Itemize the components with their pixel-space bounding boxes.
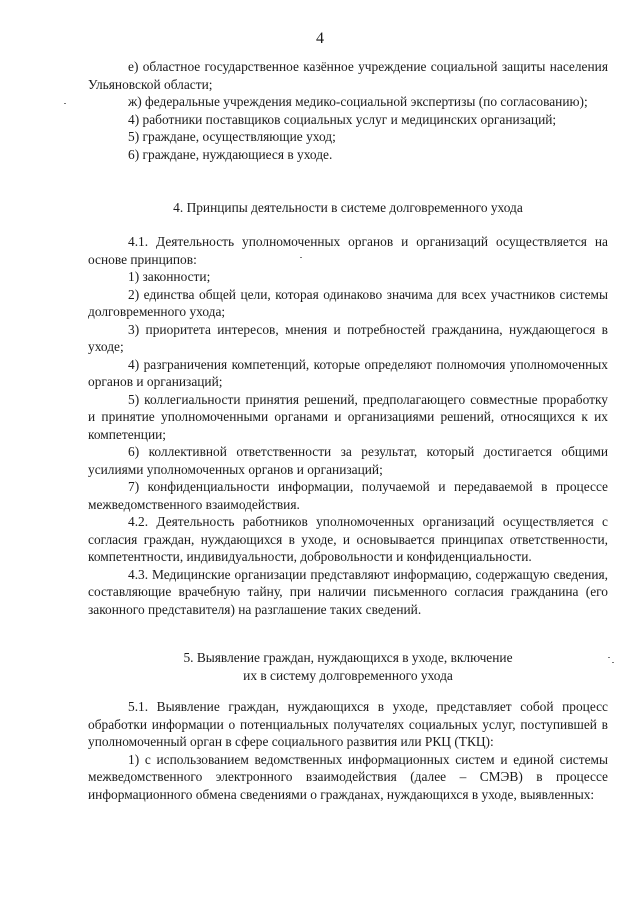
list-item: 5) граждане, осуществляющие уход; <box>128 129 336 144</box>
list-item: 6) граждане, нуждающиеся в уходе. <box>128 146 333 162</box>
principle-item: 5) коллегиальности принятия решений, предполагающего совместные проработку и принятие уполномоченными органами и организациями решений, относящихся к их компетенции; <box>88 391 608 442</box>
principle-item: 6) коллективной ответственности за результат, который достигается общими усилиями уполномоченных органов и организаций; <box>88 444 608 477</box>
top-list <box>88 58 608 163</box>
list-item: 4) работники поставщиков социальных услуг и медицинских организаций; <box>128 111 557 127</box>
page-number: 4 <box>316 30 324 47</box>
paragraph-4-1: 4.1. Деятельность уполномоченных органов и организаций осуществляется на основе принципов: <box>88 234 608 267</box>
section-title-line-1: 5. Выявление граждан, нуждающихся в уходе, включение <box>183 650 513 665</box>
principle-item: 3) приоритета интересов, мнения и потребностей гражданина, нуждающегося в уходе; <box>88 321 608 354</box>
paragraph-4-3: 4.3. Медицинские организации представляют информацию, содержащую сведения, составляющие врачебную тайну, при наличии письменного согласия гражданина (его законного представителя) на разглашение таких сведений. <box>88 566 608 617</box>
paragraph-5-1-item-1: 1) с использованием ведомственных информационных систем и единой системы межведомственного электронного взаимодействия (далее – СМЭВ) в процессе информационного обмена сведениями о гражданах, нуждающихся в уходе, выявленных: <box>88 751 608 802</box>
paragraph-4-2: 4.2. Деятельность работников уполномоченных организаций осуществляется с согласия граждан, нуждающихся в уходе, и основывается принципах ответственности, компетентности, индивидуальности, добровольности и конфиденциальности. <box>88 514 608 564</box>
principle-item: 1) законности; <box>128 269 211 284</box>
list-item: ж) федеральные учреждения медико-социальной экспертизы (по согласованию); <box>128 94 588 109</box>
list-item: е) областное государственное казённое учреждение социальной защиты населения Ульяновской области; <box>88 59 608 92</box>
section-5-body <box>88 698 608 803</box>
section-4-body <box>88 233 608 618</box>
scan-speck <box>612 662 614 663</box>
principle-item: 2) единства общей цели, которая одинаково значима для всех участников системы долговременного ухода; <box>88 286 608 319</box>
section-title-line-2: их в систему долговременного ухода <box>243 667 453 683</box>
scan-speck <box>300 257 302 258</box>
section-4-heading <box>88 199 608 217</box>
section-title: 4. Принципы деятельности в системе долговременного ухода <box>173 200 523 215</box>
scan-speck <box>64 103 66 104</box>
principle-item: 7) конфиденциальности информации, получаемой и передаваемой в процессе межведомственного взаимодействия. <box>88 479 608 512</box>
paragraph-5-1: 5.1. Выявление граждан, нуждающихся в уходе, представляет собой процесс обработки информации о потенциальных получателях социальных услуг, поступившей в уполномоченный орган в сфере социального развития или РКЦ (ТКЦ): <box>88 699 608 749</box>
principle-item: 4) разграничения компетенций, которые определяют полномочия уполномоченных органов и организаций; <box>88 356 608 389</box>
section-5-heading <box>88 649 608 684</box>
scan-speck <box>608 657 610 658</box>
